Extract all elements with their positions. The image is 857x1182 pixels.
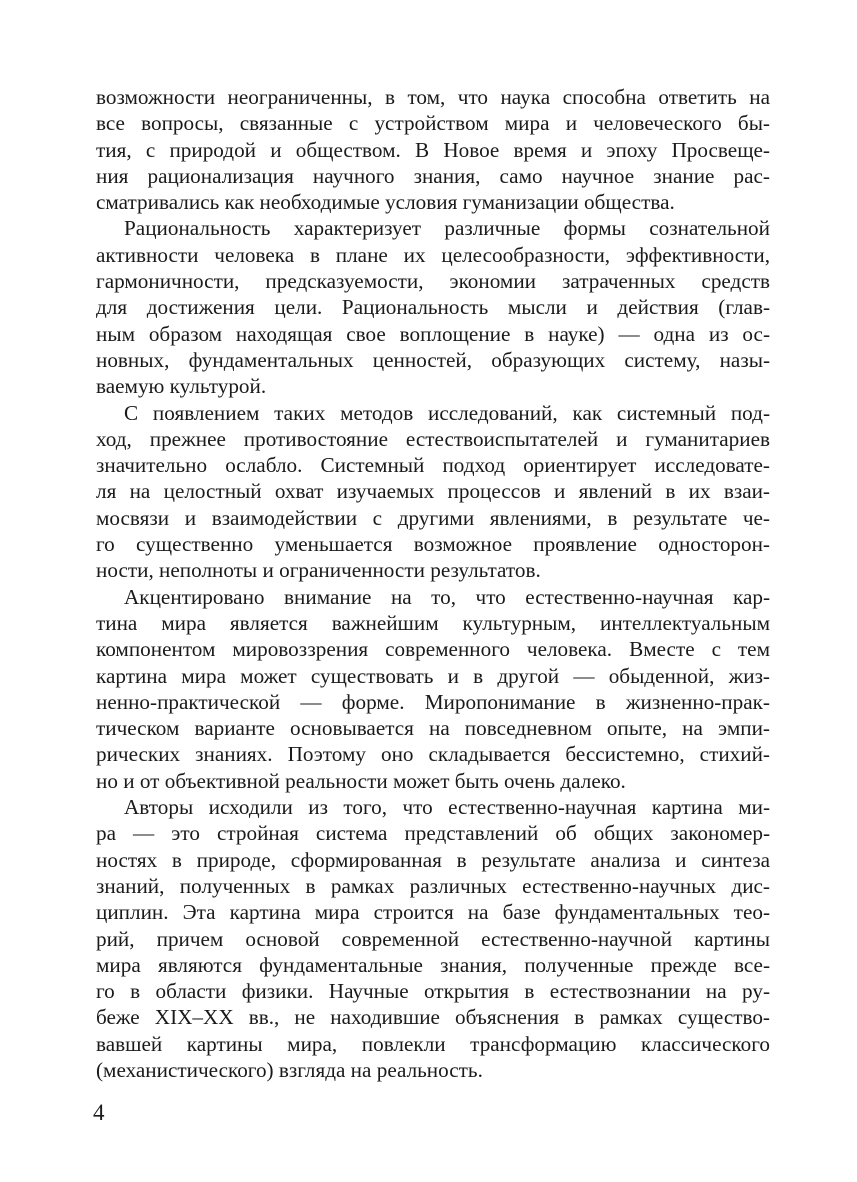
- text-line: ности, неполноты и ограниченности результатов.: [96, 558, 541, 583]
- text-line: картина мира может существовать и в другой — обыденной, жиз-: [96, 663, 770, 688]
- text-line: компонентом мировоззрения современного человека. Вместе с тем: [96, 637, 770, 662]
- text-line: ным образом находящая свое воплощение в науке) — одна из ос-: [96, 321, 770, 346]
- text-line: вавшей картины мира, повлекли трансформацию классического: [96, 1031, 770, 1056]
- text-line: рических знаниях. Поэтому оно складывается бессистемно, стихий-: [96, 742, 770, 767]
- text-line: ход, прежнее противостояние естествоиспытателей и гуманитариев: [96, 426, 770, 451]
- paragraph: [96, 794, 770, 1083]
- text-line: для достижения цели. Рациональность мысли и действия (глав-: [96, 295, 770, 320]
- text-line: С появлением таких методов исследований, как системный под-: [124, 400, 770, 425]
- paragraph: [96, 215, 770, 399]
- text-line: мира являются фундаментальные знания, полученные прежде все-: [96, 952, 770, 977]
- text-line: ностях в природе, сформированная в результате анализа и синтеза: [96, 847, 770, 872]
- body-text: [96, 84, 770, 1083]
- text-line: ра — это стройная система представлений об общих закономер-: [96, 821, 770, 846]
- text-line: беже XIX–XX вв., не находившие объяснения в рамках существо-: [96, 1005, 770, 1030]
- text-line: рий, причем основой современной естественно-научной картины: [96, 926, 770, 951]
- text-line: но и от объективной реальности может быть очень далеко.: [96, 768, 626, 793]
- text-line: активности человека в плане их целесообразности, эффективности,: [96, 242, 770, 267]
- paragraph: [96, 400, 770, 584]
- text-line: тическом варианте основывается на повседневном опыте, на эмпи-: [96, 716, 770, 741]
- paragraph: [96, 584, 770, 794]
- text-line: значительно ослабло. Системный подход ориентирует исследовате-: [96, 453, 770, 478]
- text-line: мосвязи и взаимодействии с другими явлениями, в результате че-: [96, 505, 770, 530]
- text-line: (механистического) взгляда на реальность.: [96, 1057, 483, 1082]
- text-line: ля на целостный охват изучаемых процессов и явлений в их взаи-: [96, 479, 770, 504]
- text-line: тия, с природой и обществом. В Новое время и эпоху Просвеще-: [96, 137, 770, 162]
- text-line: гармоничности, предсказуемости, экономии затраченных средств: [96, 269, 770, 294]
- text-line: ния рационализация научного знания, само научное знание рас-: [96, 163, 770, 188]
- text-line: тина мира является важнейшим культурным, интеллектуальным: [96, 610, 770, 635]
- text-line: новных, фундаментальных ценностей, образующих систему, назы-: [96, 347, 770, 372]
- text-line: го в области физики. Научные открытия в естествознании на ру-: [96, 979, 770, 1004]
- text-line: ненно-практической — форме. Миропонимание в жизненно-прак-: [96, 689, 770, 714]
- text-line: ваемую культурой.: [96, 374, 267, 399]
- text-line: все вопросы, связанные с устройством мира и человеческого бы-: [96, 111, 770, 136]
- text-line: возможности неограниченны, в том, что наука способна ответить на: [96, 85, 770, 109]
- text-line: Авторы исходили из того, что естественно-научная картина ми-: [124, 795, 770, 820]
- paragraph: [96, 84, 770, 215]
- text-line: знаний, полученных в рамках различных естественно-научных дис-: [96, 873, 770, 898]
- text-line: сматривались как необходимые условия гуманизации общества.: [96, 190, 675, 215]
- text-line: Акцентировано внимание на то, что естественно-научная кар-: [124, 584, 770, 609]
- text-line: циплин. Эта картина мира строится на базе фундаментальных тео-: [96, 900, 770, 925]
- page-number: 4: [93, 1100, 105, 1125]
- text-line: Рациональность характеризует различные формы сознательной: [124, 216, 770, 241]
- text-line: го существенно уменьшается возможное проявление односторон-: [96, 532, 770, 557]
